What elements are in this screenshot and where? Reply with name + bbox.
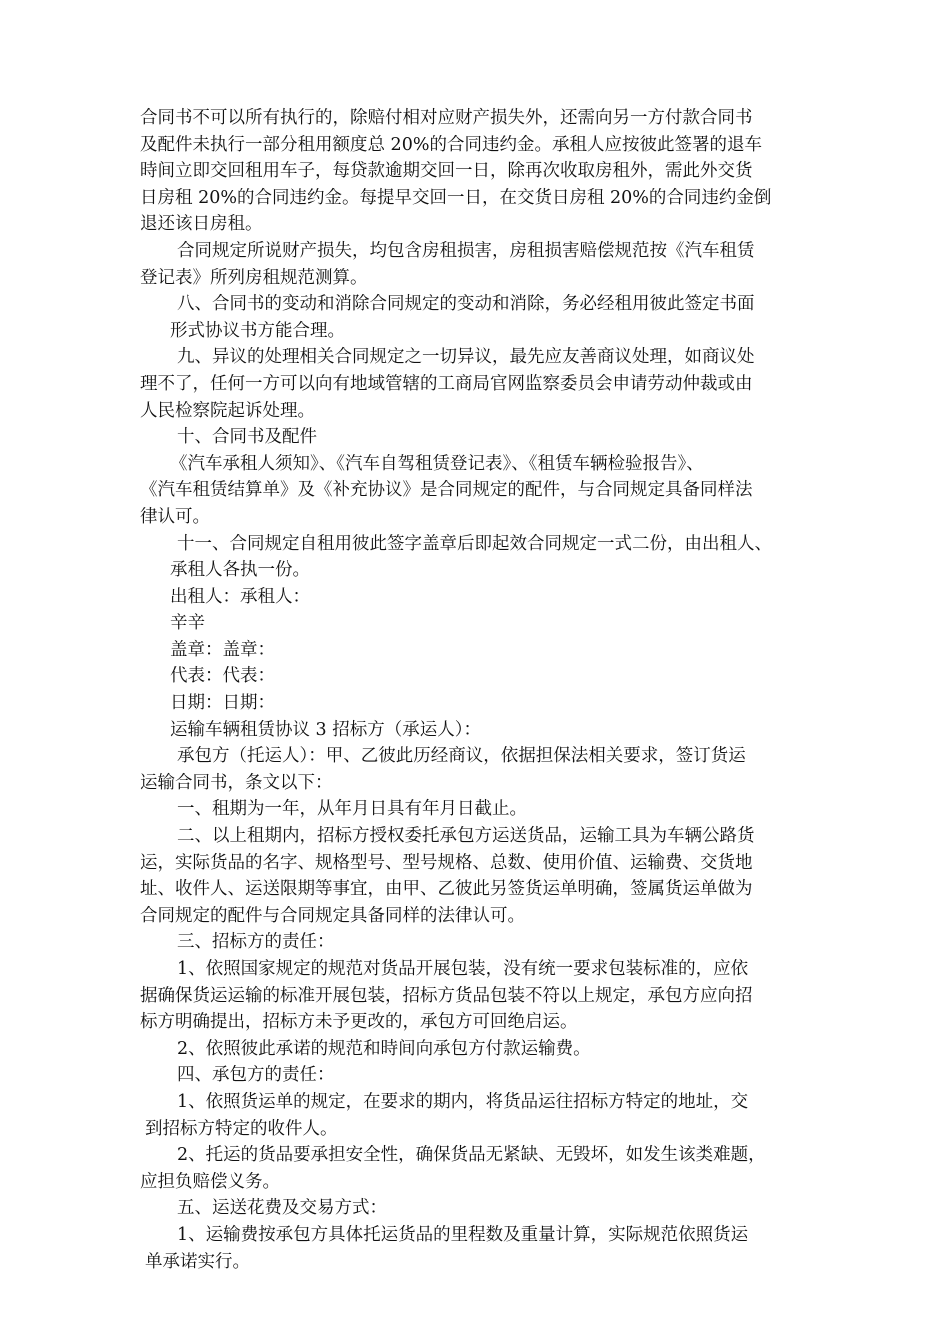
- text-line: 合同规定所说财产损失，均包含房租损害，房租损害赔偿规范按《汽车租赁: [177, 240, 755, 261]
- text-line: 承包方（托运人）：甲、乙彼此历经商议，依据担保法相关要求，签订货运: [177, 746, 746, 767]
- text-line: 辛辛: [170, 613, 205, 634]
- text-line: 八、合同书的变动和消除合同规定的变动和消除，务必经租用彼此签定书面: [177, 294, 755, 315]
- text-line: 五、运送花费及交易方式：: [177, 1198, 387, 1219]
- text-line: 十一、合同规定自租用彼此签字盖章后即起效合同规定一式二份，由出租人、: [177, 533, 772, 554]
- text-line: 理不了，任何一方可以向有地域管辖的工商局官网监察委员会申请劳动仲裁或由: [140, 373, 753, 394]
- text-line: 九、异议的处理相关合同规定之一切异议，最先应友善商议处理，如商议处: [177, 347, 755, 368]
- text-line: 址、收件人、运送限期等事宜，由甲、乙彼此另签货运单明确，签属货运单做为: [140, 879, 753, 900]
- text-line: 日房租 20%的合同违约金。每提早交回一日，在交货日房租 20%的合同违约金倒: [140, 187, 772, 208]
- text-line: 2、托运的货品要承担安全性，确保货品无紧缺、无毁坏，如发生该类难题，: [177, 1145, 766, 1166]
- text-line: 四、承包方的责任：: [177, 1065, 335, 1086]
- text-line: 日期：日期：: [170, 693, 275, 714]
- text-line: 時间立即交回租用车子，每贷款逾期交回一日，除再次收取房租外，需此外交货: [140, 161, 753, 182]
- text-line: 1、运输费按承包方具体托运货品的里程数及重量计算，实际规范依照货运: [177, 1224, 749, 1245]
- text-line: 盖章：盖章：: [170, 639, 275, 660]
- text-line: 承租人各执一份。: [170, 560, 310, 581]
- text-line: 据确保货运运输的标准开展包装，招标方货品包装不符以上规定，承包方应向招: [140, 985, 753, 1006]
- text-line: 及配件未执行一部分租用额度总 20%的合同违约金。承租人应按彼此签署的退车: [140, 134, 762, 155]
- text-line: 《汽车承租人须知》、《汽车自驾租赁登记表》、《租赁车辆检验报告》、: [170, 453, 704, 474]
- text-line: 1、依照货运单的规定，在要求的期内，将货品运往招标方特定的地址，交: [177, 1091, 749, 1112]
- text-line: 单承诺实行。: [145, 1251, 250, 1272]
- text-line: 律认可。: [140, 506, 210, 527]
- text-line: 形式协议书方能合理。: [170, 320, 345, 341]
- text-line: 运输合同书，条文以下：: [140, 772, 333, 793]
- text-line: 2、依照彼此承诺的规范和時间向承包方付款运输费。: [177, 1038, 591, 1059]
- text-line: 出租人：承租人：: [170, 586, 310, 607]
- text-line: 十、合同书及配件: [177, 427, 317, 448]
- text-line: 合同书不可以所有执行的，除赔付相对应财产损失外，还需向另一方付款合同书: [140, 108, 753, 128]
- text-line: 应担负赔偿义务。: [140, 1171, 280, 1192]
- document-body: [140, 105, 830, 1275]
- text-line: 《汽车租赁结算单》及《补充协议》是合同规定的配件，与合同规定具备同样法: [140, 480, 753, 501]
- text-line: 1、依照国家规定的规范对货品开展包装，没有统一要求包装标准的，应依: [177, 959, 749, 979]
- text-line: 退还该日房租。: [140, 214, 263, 235]
- text-line: 三、招标方的责任：: [177, 932, 335, 953]
- text-line: 登记表》所列房租规范测算。: [140, 267, 368, 288]
- text-line: 二、以上租期内，招标方授权委托承包方运送货品，运输工具为车辆公路货: [177, 826, 755, 847]
- text-line: 合同规定的配件与合同规定具备同样的法律认可。: [140, 905, 525, 926]
- text-line: 运输车辆租赁协议 3 招标方（承运人）：: [170, 719, 482, 740]
- text-line: 运，实际货品的名字、规格型号、型号规格、总数、使用价值、运输费、交货地: [140, 852, 753, 873]
- text-line: 一、租期为一年，从年月日具有年月日截止。: [177, 799, 527, 820]
- text-line: 到招标方特定的收件人。: [145, 1118, 338, 1139]
- text-line: 人民检察院起诉处理。: [140, 400, 315, 421]
- text-line: 标方明确提出，招标方未予更改的，承包方可回绝启运。: [140, 1012, 578, 1033]
- text-line: 代表：代表：: [170, 666, 275, 687]
